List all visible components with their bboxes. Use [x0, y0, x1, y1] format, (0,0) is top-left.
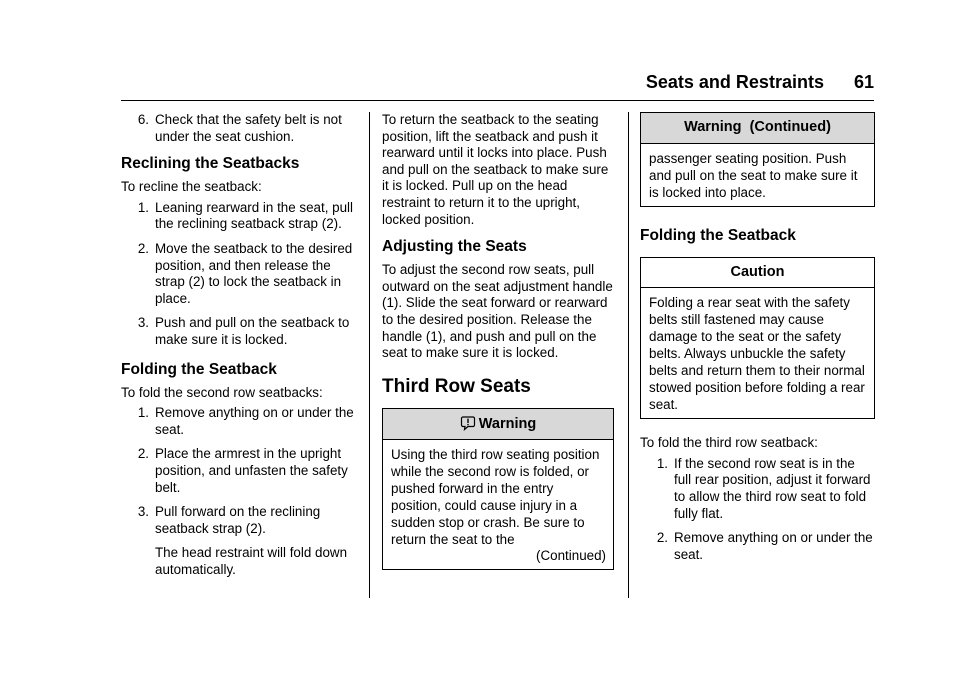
warning-box-body: Using the third row seating position while the second row is folded, or pushed forward in the entry position, could cause injury in a sudden stop or crash. Be sure to return the seat to the (Continued) [391, 447, 606, 564]
page-header [646, 72, 874, 93]
column-1 [121, 112, 361, 578]
warning-icon [460, 415, 476, 431]
paragraph: To fold the second row seatbacks: [121, 384, 323, 400]
list-item: 3. Push and pull on the seatback to make sure it is locked. [137, 315, 350, 347]
list-item: 3. Pull forward on the reclining seatback strap (2). [137, 504, 321, 536]
warning-box [382, 408, 614, 571]
paragraph: To adjust the second row seats, pull outward on the seat adjustment handle (1). Slide the seat forward or rearward to the desired position. Release the handle (1), and push and pull on the seat to make sure it is locked. [382, 262, 613, 361]
section-title: Seats and Restraints [645, 72, 824, 92]
header-rule [121, 100, 874, 101]
list-item: 2. Place the armrest in the upright position, and unfasten the safety belt. [137, 446, 348, 495]
paragraph: To recline the seatback: [121, 179, 262, 195]
paragraph: To return the seatback to the seating position, lift the seatback and push it rearward until it locks into place. Push and pull on the seatback to make sure it is locked. Pull up on the head restraint to return it to the upright, locked position. [382, 112, 609, 227]
list-item: 6. Check that the safety belt is not under the seat cushion. [137, 112, 342, 144]
caution-box [640, 257, 875, 420]
column-2 [382, 112, 614, 570]
list-item: 1. Remove anything on or under the seat. [137, 405, 354, 437]
continued-label: (Continued) [536, 548, 606, 564]
column-divider [628, 112, 629, 598]
warning-box-title: Warning [383, 409, 613, 441]
chapter-heading: Third Row Seats [382, 375, 531, 397]
page-number: 61 [853, 72, 874, 92]
list-note: The head restraint will fold down automatically. [155, 545, 348, 577]
list-item: 2. Move the seatback to the desired position, and then release the strap (2) to lock the seatback in place. [137, 240, 353, 306]
list-item: 2. Remove anything on or under the seat. [656, 530, 873, 562]
section-heading: Reclining the Seatbacks [121, 155, 300, 173]
section-heading: Adjusting the Seats [382, 238, 527, 256]
caution-box-body: Folding a rear seat with the safety belts still fastened may cause damage to the seat or the safety belts. Always unbuckle the safety belts and return them to their normal stowed position before folding a rear seat. [649, 295, 865, 413]
caution-box-title: Caution [641, 258, 874, 289]
warning-continued-body: passenger seating position. Push and pull on the seat to make sure it is locked into place. [649, 150, 858, 200]
list-item: 1. If the second row seat is in the full rear position, adjust it forward to allow the third row seat to fold fully flat. [656, 455, 871, 521]
warning-continued-box [640, 112, 875, 207]
section-heading: Folding the Seatback [121, 360, 277, 378]
paragraph: To fold the third row seatback: [640, 435, 818, 451]
section-heading: Folding the Seatback [640, 226, 796, 244]
column-divider [369, 112, 370, 598]
column-3 [640, 112, 875, 563]
list-item: 1. Leaning rearward in the seat, pull the reclining seatback strap (2). [137, 199, 354, 232]
warning-continued-title: Warning (Continued) [641, 113, 874, 144]
